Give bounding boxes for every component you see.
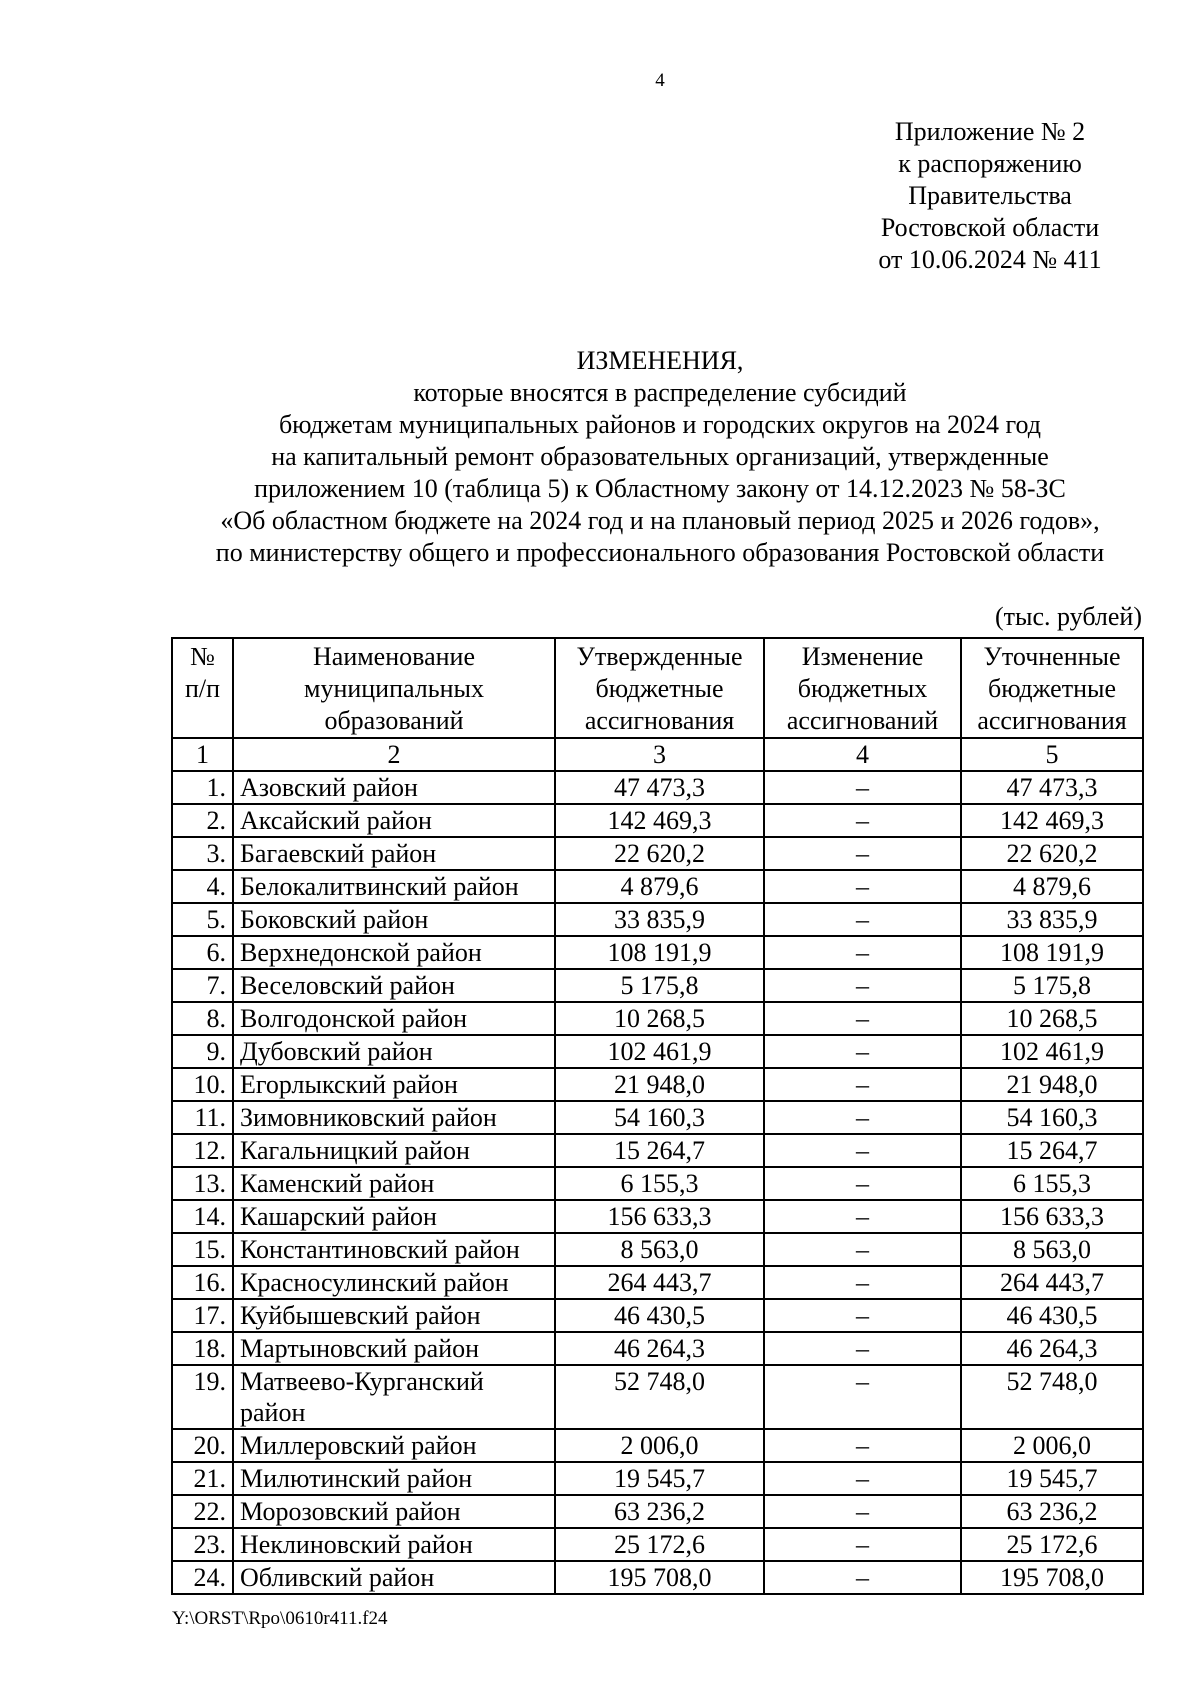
allocation-change: – bbox=[764, 1299, 961, 1332]
row-number: 8. bbox=[172, 1002, 233, 1035]
district-name: Красносулинский район bbox=[233, 1266, 555, 1299]
approved-allocation: 63 236,2 bbox=[555, 1495, 764, 1528]
approved-allocation: 52 748,0 bbox=[555, 1365, 764, 1429]
refined-allocation: 47 473,3 bbox=[961, 771, 1143, 804]
allocation-change: – bbox=[764, 804, 961, 837]
appendix-line: Ростовской области bbox=[880, 213, 1100, 242]
refined-allocation: 8 563,0 bbox=[961, 1233, 1143, 1266]
allocation-change: – bbox=[764, 1035, 961, 1068]
table-row bbox=[172, 1200, 1143, 1233]
refined-allocation: 63 236,2 bbox=[961, 1495, 1143, 1528]
appendix-line: Правительства bbox=[908, 181, 1072, 210]
table-row bbox=[172, 1233, 1143, 1266]
row-number: 5. bbox=[172, 903, 233, 936]
approved-allocation: 8 563,0 bbox=[555, 1233, 764, 1266]
table-row bbox=[172, 1528, 1143, 1561]
approved-allocation: 47 473,3 bbox=[555, 771, 764, 804]
approved-allocation: 46 430,5 bbox=[555, 1299, 764, 1332]
row-number: 1. bbox=[172, 771, 233, 804]
refined-allocation: 22 620,2 bbox=[961, 837, 1143, 870]
allocation-change: – bbox=[764, 1561, 961, 1594]
table-row bbox=[172, 1035, 1143, 1068]
refined-allocation: 102 461,9 bbox=[961, 1035, 1143, 1068]
district-name: Зимовниковский район bbox=[233, 1101, 555, 1134]
refined-allocation: 46 264,3 bbox=[961, 1332, 1143, 1365]
table-row bbox=[172, 1002, 1143, 1035]
allocation-change: – bbox=[764, 1233, 961, 1266]
district-name: Миллеровский район bbox=[233, 1429, 555, 1462]
row-number: 2. bbox=[172, 804, 233, 837]
header-change: Изменение бюджетных ассигнований bbox=[764, 638, 961, 738]
district-name: Неклиновский район bbox=[233, 1528, 555, 1561]
approved-allocation: 54 160,3 bbox=[555, 1101, 764, 1134]
approved-allocation: 10 268,5 bbox=[555, 1002, 764, 1035]
table-row bbox=[172, 1266, 1143, 1299]
appendix-line: к распоряжению bbox=[898, 149, 1082, 178]
allocation-change: – bbox=[764, 1429, 961, 1462]
title-line: «Об областном бюджете на 2024 год и на плановый период 2025 и 2026 годов», bbox=[220, 506, 1100, 535]
approved-allocation: 5 175,8 bbox=[555, 969, 764, 1002]
row-number: 3. bbox=[172, 837, 233, 870]
refined-allocation: 2 006,0 bbox=[961, 1429, 1143, 1462]
row-number: 17. bbox=[172, 1299, 233, 1332]
row-number: 11. bbox=[172, 1101, 233, 1134]
table-row bbox=[172, 771, 1143, 804]
allocation-change: – bbox=[764, 1002, 961, 1035]
table-row bbox=[172, 1462, 1143, 1495]
title-heading: ИЗМЕНЕНИЯ, bbox=[576, 346, 744, 375]
table-row bbox=[172, 1068, 1143, 1101]
district-name: Морозовский район bbox=[233, 1495, 555, 1528]
district-name: Багаевский район bbox=[233, 837, 555, 870]
table-row bbox=[172, 804, 1143, 837]
refined-allocation: 10 268,5 bbox=[961, 1002, 1143, 1035]
title-line: приложением 10 (таблица 5) к Областному закону от 14.12.2023 № 58-ЗС bbox=[254, 474, 1066, 503]
refined-allocation: 156 633,3 bbox=[961, 1200, 1143, 1233]
allocation-change: – bbox=[764, 1134, 961, 1167]
district-name: Егорлыкский район bbox=[233, 1068, 555, 1101]
document-title bbox=[150, 345, 1170, 569]
allocation-change: – bbox=[764, 1495, 961, 1528]
table-row bbox=[172, 936, 1143, 969]
allocation-change: – bbox=[764, 1462, 961, 1495]
approved-allocation: 15 264,7 bbox=[555, 1134, 764, 1167]
column-number: 3 bbox=[555, 738, 764, 771]
refined-allocation: 15 264,7 bbox=[961, 1134, 1143, 1167]
row-number: 18. bbox=[172, 1332, 233, 1365]
row-number: 14. bbox=[172, 1200, 233, 1233]
page-number: 4 bbox=[655, 70, 665, 91]
row-number: 23. bbox=[172, 1528, 233, 1561]
table-row bbox=[172, 1299, 1143, 1332]
row-number: 6. bbox=[172, 936, 233, 969]
column-number: 4 bbox=[764, 738, 961, 771]
row-number: 9. bbox=[172, 1035, 233, 1068]
row-number: 12. bbox=[172, 1134, 233, 1167]
refined-allocation: 46 430,5 bbox=[961, 1299, 1143, 1332]
allocation-change: – bbox=[764, 1528, 961, 1561]
approved-allocation: 25 172,6 bbox=[555, 1528, 764, 1561]
approved-allocation: 22 620,2 bbox=[555, 837, 764, 870]
header-approved: Утвержденные бюджетные ассигнования bbox=[555, 638, 764, 738]
district-name: Волгодонской район bbox=[233, 1002, 555, 1035]
refined-allocation: 195 708,0 bbox=[961, 1561, 1143, 1594]
district-name: Веселовский район bbox=[233, 969, 555, 1002]
district-name: Аксайский район bbox=[233, 804, 555, 837]
row-number: 19. bbox=[172, 1365, 233, 1429]
subsidy-table bbox=[171, 770, 1144, 1595]
approved-allocation: 195 708,0 bbox=[555, 1561, 764, 1594]
refined-allocation: 54 160,3 bbox=[961, 1101, 1143, 1134]
appendix-line: Приложение № 2 bbox=[894, 117, 1086, 146]
allocation-change: – bbox=[764, 1365, 961, 1429]
allocation-change: – bbox=[764, 1266, 961, 1299]
column-number: 2 bbox=[233, 738, 555, 771]
approved-allocation: 264 443,7 bbox=[555, 1266, 764, 1299]
district-name: Мартыновский район bbox=[233, 1332, 555, 1365]
allocation-change: – bbox=[764, 1167, 961, 1200]
table-body bbox=[172, 771, 1143, 1594]
district-name: Константиновский район bbox=[233, 1233, 555, 1266]
header-refined: Уточненные бюджетные ассигнования bbox=[961, 638, 1143, 738]
table-header bbox=[171, 637, 1144, 772]
refined-allocation: 21 948,0 bbox=[961, 1068, 1143, 1101]
table-row bbox=[172, 837, 1143, 870]
appendix-reference bbox=[840, 116, 1140, 276]
approved-allocation: 156 633,3 bbox=[555, 1200, 764, 1233]
allocation-change: – bbox=[764, 1200, 961, 1233]
refined-allocation: 19 545,7 bbox=[961, 1462, 1143, 1495]
title-line: бюджетам муниципальных районов и городских округов на 2024 год bbox=[278, 410, 1042, 439]
allocation-change: – bbox=[764, 936, 961, 969]
table-row bbox=[172, 1101, 1143, 1134]
column-number: 5 bbox=[961, 738, 1143, 771]
approved-allocation: 4 879,6 bbox=[555, 870, 764, 903]
column-number: 1 bbox=[172, 738, 233, 771]
header-name: Наименование муниципальных образований bbox=[233, 638, 555, 738]
table-row bbox=[172, 1429, 1143, 1462]
units-label: (тыс. рублей) bbox=[994, 602, 1142, 631]
approved-allocation: 102 461,9 bbox=[555, 1035, 764, 1068]
refined-allocation: 108 191,9 bbox=[961, 936, 1143, 969]
approved-allocation: 33 835,9 bbox=[555, 903, 764, 936]
table-row bbox=[172, 1495, 1143, 1528]
district-name: Боковский район bbox=[233, 903, 555, 936]
table-row bbox=[172, 870, 1143, 903]
allocation-change: – bbox=[764, 1332, 961, 1365]
district-name: Азовский район bbox=[233, 771, 555, 804]
row-number: 16. bbox=[172, 1266, 233, 1299]
refined-allocation: 6 155,3 bbox=[961, 1167, 1143, 1200]
district-name: Кашарский район bbox=[233, 1200, 555, 1233]
approved-allocation: 142 469,3 bbox=[555, 804, 764, 837]
approved-allocation: 6 155,3 bbox=[555, 1167, 764, 1200]
allocation-change: – bbox=[764, 903, 961, 936]
approved-allocation: 2 006,0 bbox=[555, 1429, 764, 1462]
refined-allocation: 264 443,7 bbox=[961, 1266, 1143, 1299]
row-number: 10. bbox=[172, 1068, 233, 1101]
row-number: 21. bbox=[172, 1462, 233, 1495]
table-row bbox=[172, 1365, 1143, 1429]
district-name: Кагальницкий район bbox=[233, 1134, 555, 1167]
approved-allocation: 108 191,9 bbox=[555, 936, 764, 969]
district-name: Дубовский район bbox=[233, 1035, 555, 1068]
approved-allocation: 21 948,0 bbox=[555, 1068, 764, 1101]
approved-allocation: 46 264,3 bbox=[555, 1332, 764, 1365]
district-name: Милютинский район bbox=[233, 1462, 555, 1495]
table-row bbox=[172, 903, 1143, 936]
allocation-change: – bbox=[764, 1101, 961, 1134]
table-row bbox=[172, 1167, 1143, 1200]
allocation-change: – bbox=[764, 771, 961, 804]
title-line: которые вносятся в распределение субсидий bbox=[413, 378, 907, 407]
refined-allocation: 25 172,6 bbox=[961, 1528, 1143, 1561]
district-name: Обливский район bbox=[233, 1561, 555, 1594]
header-number: № п/п bbox=[172, 638, 233, 738]
title-line: на капитальный ремонт образовательных организаций, утвержденные bbox=[271, 442, 1049, 471]
row-number: 7. bbox=[172, 969, 233, 1002]
allocation-change: – bbox=[764, 969, 961, 1002]
file-path-footer: Y:\ORST\Rpo\0610r411.f24 bbox=[172, 1608, 388, 1629]
district-name: Белокалитвинский район bbox=[233, 870, 555, 903]
refined-allocation: 33 835,9 bbox=[961, 903, 1143, 936]
refined-allocation: 5 175,8 bbox=[961, 969, 1143, 1002]
allocation-change: – bbox=[764, 870, 961, 903]
row-number: 24. bbox=[172, 1561, 233, 1594]
row-number: 4. bbox=[172, 870, 233, 903]
appendix-line: от 10.06.2024 № 411 bbox=[878, 245, 1102, 274]
refined-allocation: 4 879,6 bbox=[961, 870, 1143, 903]
refined-allocation: 142 469,3 bbox=[961, 804, 1143, 837]
row-number: 15. bbox=[172, 1233, 233, 1266]
title-line: по министерству общего и профессионального образования Ростовской области bbox=[215, 538, 1105, 567]
district-name: Каменский район bbox=[233, 1167, 555, 1200]
table-row bbox=[172, 1561, 1143, 1594]
table-row bbox=[172, 1332, 1143, 1365]
row-number: 22. bbox=[172, 1495, 233, 1528]
table-row bbox=[172, 969, 1143, 1002]
district-name: Верхнедонской район bbox=[233, 936, 555, 969]
allocation-change: – bbox=[764, 837, 961, 870]
row-number: 13. bbox=[172, 1167, 233, 1200]
refined-allocation: 52 748,0 bbox=[961, 1365, 1143, 1429]
table-row bbox=[172, 1134, 1143, 1167]
district-name: Куйбышевский район bbox=[233, 1299, 555, 1332]
district-name: Матвеево-Курганский район bbox=[233, 1365, 555, 1429]
allocation-change: – bbox=[764, 1068, 961, 1101]
row-number: 20. bbox=[172, 1429, 233, 1462]
approved-allocation: 19 545,7 bbox=[555, 1462, 764, 1495]
